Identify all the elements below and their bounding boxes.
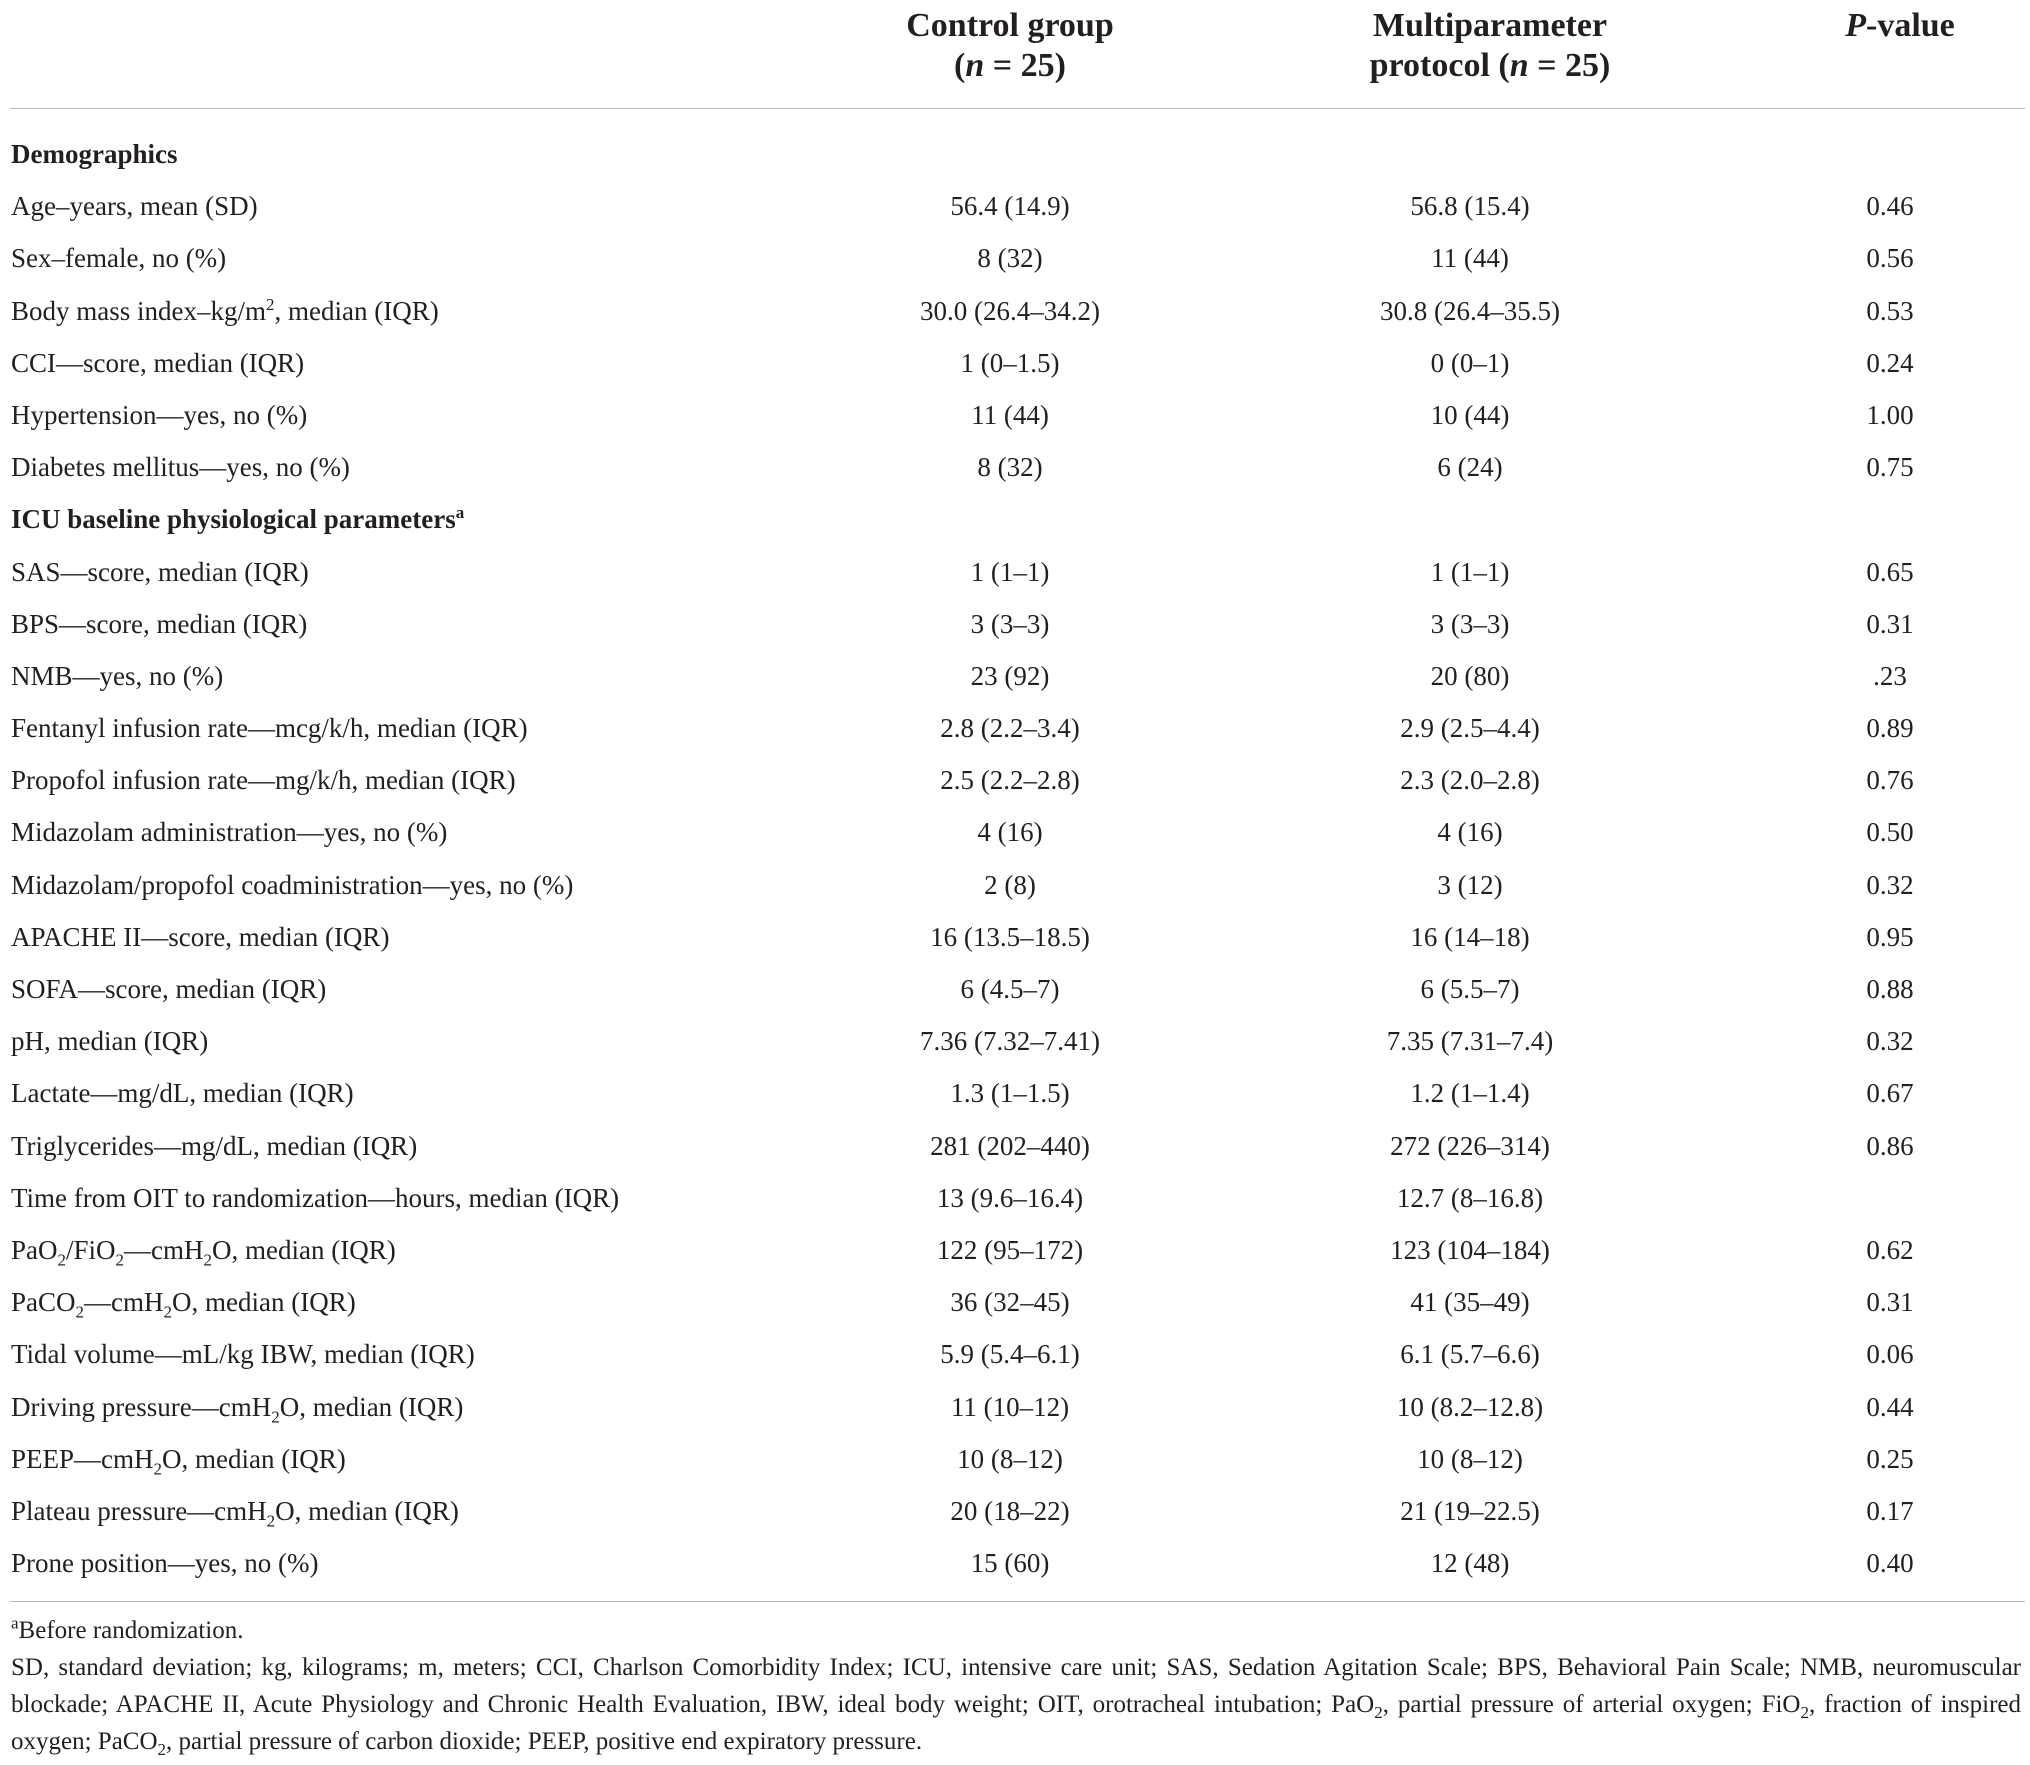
row-label: Time from OIT to randomization—hours, median (IQR) [11,1182,620,1213]
cell-multiparameter-protocol: 4 (16) [1437,817,1503,848]
table-row [0,1328,2030,1380]
table-row [0,232,2030,284]
row-label-part: —cmH [124,1234,204,1265]
cell-control-group: 20 (18–22) [950,1495,1070,1526]
cell-multiparameter-protocol: 1.2 (1–1.4) [1410,1078,1530,1109]
footnote-abbreviations-part: SD, standard deviation; kg, kilograms; m, meters; CCI, Charlson Comorbidity Index; ICU, intensive care unit; SAS, Sedation Agitation Scale; BPS, Behavioral Pain Scale; NMB, neuromuscular blockade; APACHE II, Acute Physiology and Chronic Health Evaluation, IBW, ideal body weight; OIT, orotracheal intubation; PaO [11,1654,2021,1718]
cell-p-value: 0.86 [1866,1130,1914,1161]
row-label-superscript: 2 [266,294,275,314]
cell-control-group: 30.0 (26.4–34.2) [920,295,1100,326]
cell-control-group: 36 (32–45) [950,1287,1070,1318]
column-header-p-value: P-value [1845,7,1955,44]
section-title-footnote-marker: a [455,503,465,523]
cell-control-group: 3 (3–3) [970,608,1050,639]
column-header-control-line1: Control group [906,7,1114,44]
cell-p-value: 0.75 [1866,452,1914,483]
cell-p-value: 0.17 [1866,1495,1914,1526]
cell-multiparameter-protocol: 10 (8–12) [1417,1443,1523,1474]
row-label: Diabetes mellitus—yes, no (%) [11,452,350,483]
row-label: Sex–female, no (%) [11,243,227,274]
section-header-row [0,493,2030,545]
cell-p-value: 0.31 [1866,1287,1914,1318]
row-label-part: —cmH [84,1287,164,1318]
cell-control-group: 4 (16) [977,817,1043,848]
cell-control-group: 13 (9.6–16.4) [936,1182,1084,1213]
cell-control-group: 122 (95–172) [936,1234,1084,1265]
table-row [0,598,2030,650]
table-header [0,0,2030,108]
table-footnotes [11,1612,2021,1760]
cell-control-group: 23 (92) [970,660,1050,691]
cell-multiparameter-protocol: 11 (44) [1431,243,1509,274]
cell-p-value: 0.25 [1866,1443,1914,1474]
table-row [0,441,2030,493]
footnote-abbreviations-part: 2 [157,1740,167,1759]
cell-multiparameter-protocol: 12 (48) [1430,1548,1510,1579]
cell-p-value: 0.67 [1866,1078,1914,1109]
row-label: SOFA—score, median (IQR) [11,974,327,1004]
column-header-multiparameter-protocol [1300,6,1680,86]
footnote-abbreviations-part: , partial pressure of carbon dioxide; PEEP, positive end expiratory pressure. [166,1728,923,1755]
table-row [0,285,2030,337]
cell-multiparameter-protocol: 7.35 (7.31–7.4) [1386,1026,1554,1057]
row-label-part: 2 [163,1302,172,1322]
cell-control-group: 8 (32) [977,243,1043,274]
row-label-part: 2 [75,1302,85,1322]
footnote-abbreviations-part: , partial pressure of arterial oxygen; FiO [1382,1691,1801,1718]
footnote-abbreviations-part: , fraction of inspired oxygen; PaCO [11,1691,2021,1755]
section-header-row [0,128,2030,180]
cell-p-value: 0.06 [1866,1339,1914,1370]
row-label-part: PaCO [11,1287,76,1318]
cell-p-value: 0.44 [1866,1391,1914,1422]
cell-p-value: 0.24 [1866,347,1914,378]
section-title [11,128,177,180]
row-label-part: /FiO [66,1234,116,1265]
row-label [11,285,439,337]
row-label-part: O, median (IQR) [275,1495,459,1526]
row-label: pH, median (IQR) [11,1026,209,1057]
cell-control-group: 8 (32) [977,452,1043,483]
table-row [0,389,2030,441]
table-row [0,1224,2030,1276]
row-label-part: O, median (IQR) [279,1391,464,1422]
cell-p-value: .23 [1873,660,1907,691]
cell-control-group: 2 (8) [984,869,1036,900]
cell-multiparameter-protocol: 6.1 (5.7–6.6) [1400,1339,1540,1370]
cell-multiparameter-protocol: 123 (104–184) [1390,1234,1550,1265]
table-row [0,1276,2030,1328]
section-title-text: Demographics [11,139,178,169]
row-label: Hypertension—yes, no (%) [11,399,308,430]
cell-multiparameter-protocol: 3 (12) [1437,869,1503,900]
row-label-part: PEEP—cmH [11,1443,154,1474]
row-label [11,1485,459,1537]
cell-control-group: 2.8 (2.2–3.4) [940,713,1080,744]
row-label-part: 2 [266,1511,276,1531]
row-label-part: , median (IQR) [274,295,439,326]
cell-p-value: 0.62 [1866,1234,1914,1265]
cell-multiparameter-protocol: 6 (5.5–7) [1420,974,1520,1004]
row-label: Tidal volume—mL/kg IBW, median (IQR) [11,1339,475,1370]
cell-control-group: 281 (202–440) [930,1130,1090,1161]
row-label: Fentanyl infusion rate—mcg/k/h, median (IQR) [11,713,528,744]
cell-p-value: 0.46 [1866,191,1914,222]
table-row [0,859,2030,911]
cell-p-value: 0.95 [1866,921,1914,952]
cell-multiparameter-protocol: 3 (3–3) [1430,608,1510,639]
row-label: Prone position—yes, no (%) [11,1548,319,1579]
column-header-control-group [860,6,1160,86]
cell-p-value: 0.76 [1866,765,1914,796]
table-row [0,1120,2030,1172]
cell-multiparameter-protocol: 10 (44) [1430,399,1510,430]
table-row [0,337,2030,389]
table-row [0,911,2030,963]
row-label: Age–years, mean (SD) [11,191,258,222]
row-label: CCI—score, median (IQR) [11,347,305,378]
row-label [11,1276,356,1328]
cell-multiparameter-protocol: 0 (0–1) [1430,347,1510,378]
cell-p-value: 0.56 [1866,243,1914,274]
row-label-part: 2 [271,1406,280,1426]
cell-control-group: 11 (44) [971,399,1049,430]
cell-control-group: 15 (60) [970,1548,1050,1579]
footnote-a [11,1612,2021,1649]
cell-control-group: 1 (0–1.5) [960,347,1060,378]
cell-control-group: 6 (4.5–7) [960,974,1060,1004]
cell-p-value: 0.31 [1866,608,1914,639]
section-title [11,493,464,545]
cell-p-value: 0.65 [1866,556,1914,587]
cell-control-group: 1 (1–1) [970,556,1050,587]
cell-control-group: 10 (8–12) [957,1443,1063,1474]
row-label: BPS—score, median (IQR) [11,608,308,639]
cell-control-group: 1.3 (1–1.5) [950,1078,1070,1109]
header-divider [10,108,2025,109]
cell-multiparameter-protocol: 1 (1–1) [1430,556,1510,587]
cell-multiparameter-protocol: 6 (24) [1437,452,1503,483]
cell-multiparameter-protocol: 21 (19–22.5) [1400,1495,1540,1526]
row-label-part: 2 [57,1250,66,1270]
cell-control-group: 56.4 (14.9) [950,191,1070,222]
table-bottom-divider [10,1601,2025,1602]
cell-multiparameter-protocol: 20 (80) [1430,660,1510,691]
row-label-part: Plateau pressure—cmH [11,1495,267,1526]
cell-control-group: 7.36 (7.32–7.41) [920,1026,1100,1057]
table-row [0,1381,2030,1433]
cell-multiparameter-protocol: 2.9 (2.5–4.4) [1400,713,1540,744]
table-row [0,1015,2030,1067]
row-label-part: O, median (IQR) [162,1443,346,1474]
table-row [0,1172,2030,1224]
table-row [0,1485,2030,1537]
row-label-part: 2 [203,1250,213,1270]
cell-control-group: 2.5 (2.2–2.8) [940,765,1080,796]
cell-multiparameter-protocol: 56.8 (15.4) [1410,191,1530,222]
row-label: Lactate—mg/dL, median (IQR) [11,1078,354,1109]
column-header-control-line2: (n = 25) [954,47,1066,84]
cell-multiparameter-protocol: 10 (8.2–12.8) [1396,1391,1544,1422]
table-body [0,128,2030,1589]
cell-p-value: 0.32 [1866,1026,1914,1057]
table-row [0,754,2030,806]
cell-control-group: 5.9 (5.4–6.1) [940,1339,1080,1370]
cell-p-value: 0.32 [1866,869,1914,900]
cell-p-value: 0.88 [1866,974,1914,1004]
row-label [11,1224,396,1276]
row-label [11,1381,463,1433]
row-label-part: O, median (IQR) [212,1234,396,1265]
row-label: APACHE II—score, median (IQR) [11,921,390,952]
table-row [0,1067,2030,1119]
cell-p-value: 1.00 [1866,399,1914,430]
table-row [0,546,2030,598]
table-row [0,702,2030,754]
cell-p-value: 0.40 [1866,1548,1914,1579]
table-row [0,806,2030,858]
row-label-part: 2 [115,1250,125,1270]
column-header-multi-line2: protocol (n = 25) [1369,47,1611,84]
table-row [0,180,2030,232]
cell-multiparameter-protocol: 16 (14–18) [1410,921,1530,952]
column-header-multi-line1: Multiparameter [1372,7,1608,44]
row-label: NMB—yes, no (%) [11,660,224,691]
cell-control-group: 16 (13.5–18.5) [930,921,1090,952]
table-row [0,1537,2030,1589]
cell-multiparameter-protocol: 2.3 (2.0–2.8) [1400,765,1540,796]
row-label-part: Body mass index–kg/m [11,295,266,326]
cell-p-value: 0.50 [1866,817,1914,848]
row-label-part: 2 [153,1459,163,1479]
footnote-abbreviations [11,1649,2021,1760]
footnote-abbreviations-part: 2 [1374,1703,1383,1722]
row-label: Propofol infusion rate—mg/k/h, median (IQR) [11,765,516,796]
row-label: Triglycerides—mg/dL, median (IQR) [11,1130,418,1161]
footnote-abbreviations-part: 2 [1800,1703,1809,1722]
row-label-part: O, median (IQR) [172,1287,356,1318]
row-label-part: PaO [11,1234,58,1265]
cell-p-value: 0.53 [1866,295,1914,326]
cell-multiparameter-protocol: 12.7 (8–16.8) [1396,1182,1544,1213]
row-label: Midazolam administration—yes, no (%) [11,817,448,848]
footnote-a-marker: a [11,1613,19,1633]
cell-multiparameter-protocol: 41 (35–49) [1410,1287,1530,1318]
cell-multiparameter-protocol: 30.8 (26.4–35.5) [1380,295,1560,326]
table-row [0,963,2030,1015]
row-label: Midazolam/propofol coadministration—yes, no (%) [11,869,574,900]
cell-p-value: 0.89 [1866,713,1914,744]
cell-multiparameter-protocol: 272 (226–314) [1390,1130,1550,1161]
row-label-part: Driving pressure—cmH [11,1391,272,1422]
cell-control-group: 11 (10–12) [950,1391,1070,1422]
footnote-a-text: Before randomization. [18,1617,244,1644]
table-row [0,650,2030,702]
table-row [0,1433,2030,1485]
row-label: SAS—score, median (IQR) [11,556,309,587]
row-label [11,1433,346,1485]
section-title-text: ICU baseline physiological parameters [11,504,456,535]
